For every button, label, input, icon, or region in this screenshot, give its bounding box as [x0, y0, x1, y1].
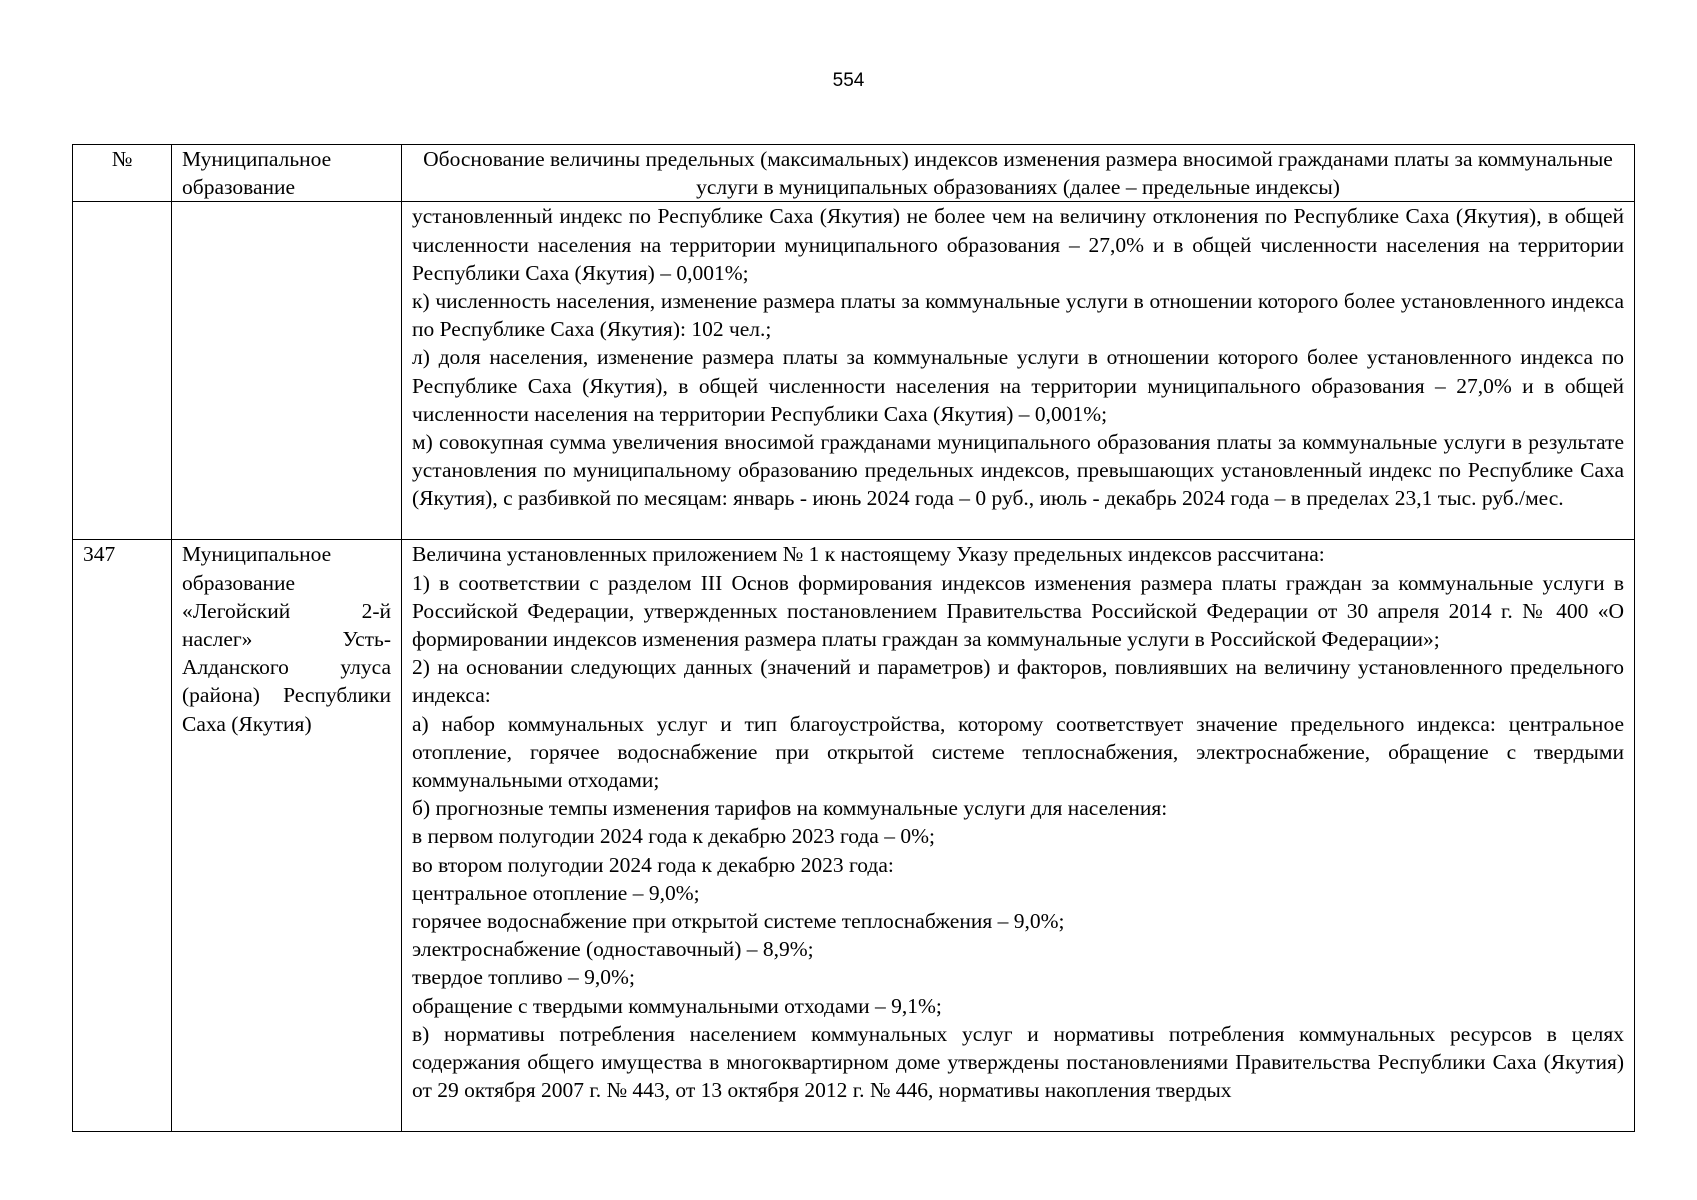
row-municipality	[172, 202, 402, 540]
paragraph: центральное отопление – 9,0%;	[412, 880, 700, 905]
indices-table	[72, 144, 1635, 1132]
row-description	[402, 202, 1635, 540]
paragraph: Величина установленных приложением № 1 к настоящему Указу предельных индексов рассчитана:	[412, 542, 1325, 567]
paragraph: в) нормативы потребления населением коммунальных услуг и нормативы потребления коммунальных ресурсов в целях содержания общего имущества в многоквартирном доме утверждены постановлениями Правительства Республики Саха (Якутия) от 29 октября 2007 г. № 443, от 13 октября 2012 г. № 446, нормативы накопления твердых	[412, 1021, 1624, 1103]
paragraph: 2) на основании следующих данных (значений и параметров) и факторов, повлиявших на величину установленного предельного индекса:	[412, 655, 1624, 708]
row-num	[73, 202, 172, 540]
paragraph: во втором полугодии 2024 года к декабрю 2023 года:	[412, 852, 894, 877]
header-num: №	[73, 145, 172, 202]
row-municipality: Муниципальное образование «Легойский 2-й наслег» Усть-Алданского улуса (района) Республики Саха (Якутия)	[172, 540, 402, 1132]
paragraph: м) совокупная сумма увеличения вносимой гражданами муниципального образования платы за коммунальные услуги в результате установления по муниципальному образованию предельных индексов, превышающих установленный индекс по Республике Саха (Якутия), с разбивкой по месяцам: январь - июнь 2024 года – 0 руб., июль - декабрь 2024 года – в пределах 23,1 тыс. руб./мес.	[412, 430, 1624, 511]
paragraph: а) набор коммунальных услуг и тип благоустройства, которому соответствует значение предельного индекса: центральное отопление, горячее водоснабжение при открытой системе теплоснабжения, электроснабжение, обращение с твердыми коммунальными отходами;	[412, 711, 1624, 793]
table-row	[73, 202, 1635, 540]
paragraph: в первом полугодии 2024 года к декабрю 2023 года – 0%;	[412, 824, 935, 849]
row-num: 347	[73, 540, 172, 1132]
paragraph: обращение с твердыми коммунальными отходами – 9,1%;	[412, 993, 942, 1018]
paragraph: горячее водоснабжение при открытой системе теплоснабжения – 9,0%;	[412, 909, 1065, 934]
header-description-text: Обоснование величины предельных (максимальных) индексов изменения размера вносимой гражданами платы за коммунальные услуги в муниципальных образованиях (далее – предельные индексы)	[423, 147, 1613, 200]
page-number: 554	[832, 70, 865, 91]
paragraph: к) численность населения, изменение размера платы за коммунальные услуги в отношении которого более установленного индекса по Республике Саха (Якутия): 102 чел.;	[412, 289, 1624, 342]
paragraph: электроснабжение (одноставочный) – 8,9%;	[412, 937, 814, 962]
paragraph: твердое топливо – 9,0%;	[412, 965, 635, 990]
row-description	[402, 540, 1635, 1132]
table-row	[73, 540, 1635, 1132]
paragraph: б) прогнозные темпы изменения тарифов на коммунальные услуги для населения:	[412, 796, 1168, 821]
paragraph: 1) в соответствии с разделом III Основ формирования индексов изменения размера платы граждан за коммунальные услуги в Российской Федерации, утвержденных постановлением Правительства Российской Федерации от 30 апреля 2014 г. № 400 «О формировании индексов изменения размера платы граждан за коммунальные услуги в Российской Федерации»;	[412, 570, 1624, 652]
header-description	[402, 145, 1635, 202]
table-header-row	[73, 145, 1635, 202]
header-municipality: Муниципальное образование	[172, 145, 402, 202]
paragraph: л) доля населения, изменение размера платы за коммунальные услуги в отношении которого более установленного индекса по Республике Саха (Якутия), в общей численности населения на территории муниципального образования – 27,0% и в общей численности населения на территории Республики Саха (Якутия) – 0,001%;	[412, 345, 1624, 426]
paragraph: установленный индекс по Республике Саха (Якутия) не более чем на величину отклонения по Республике Саха (Якутия), в общей численности населения на территории муниципального образования – 27,0% и в общей численности населения на территории Республики Саха (Якутия) – 0,001%;	[412, 204, 1624, 285]
